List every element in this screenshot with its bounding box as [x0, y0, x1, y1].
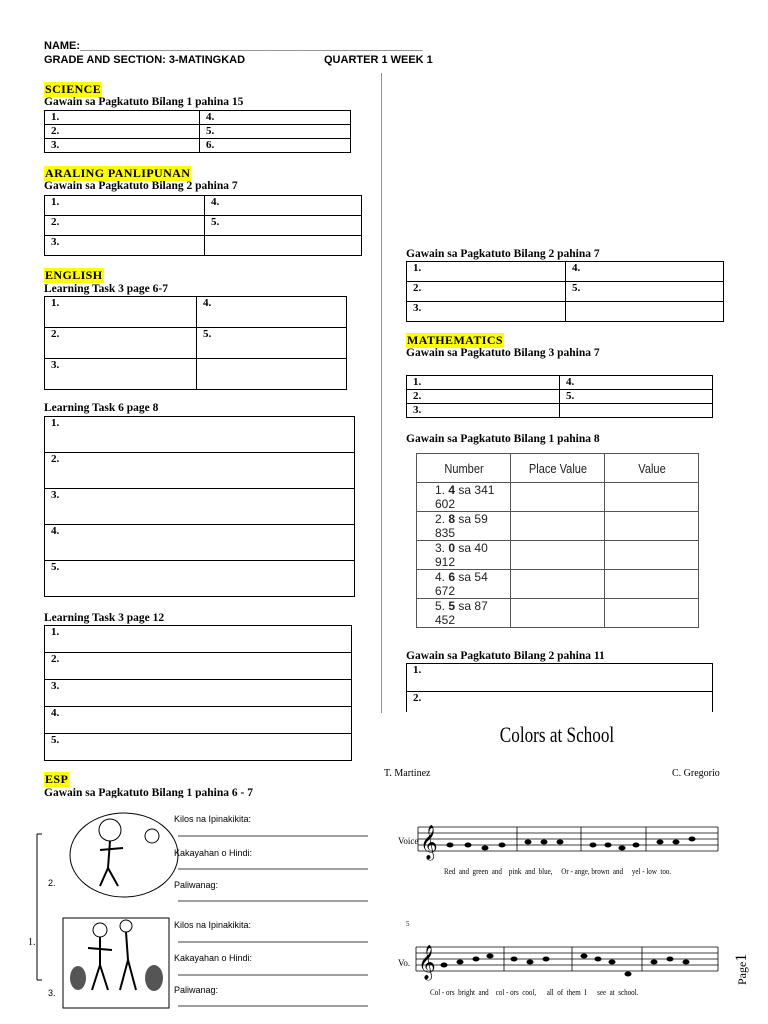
pv-number: 5. 5 sa 87 452	[417, 599, 511, 628]
english-task-1: Learning Task 3 page 6-7	[44, 283, 168, 295]
lyrics-line-1: Red and green and pink and blue, Or - ange, brown and yel - low too.	[444, 867, 672, 876]
quarter-week: QUARTER 1 WEEK 1	[324, 54, 433, 66]
english-row[interactable]: 5.	[45, 561, 355, 597]
esp-task: Gawain sa Pagkatuto Bilang 1 pahina 6 - 7	[44, 787, 253, 798]
ap-title: ARALING PANLIPUNAN	[45, 166, 191, 180]
math-cell[interactable]: 2.	[407, 390, 560, 404]
esp-number-1: 1.	[28, 937, 36, 948]
english-task-2: Learning Task 6 page 8	[44, 402, 159, 414]
esp-title: ESP	[45, 772, 69, 786]
english-row[interactable]: 2.	[45, 653, 352, 680]
science-cell[interactable]: 1.	[45, 111, 200, 125]
math-table-1	[406, 375, 713, 418]
pv-value-input[interactable]	[605, 541, 699, 570]
esp-paliwanag-2: Paliwanag:	[174, 985, 219, 995]
pv-place-value-input[interactable]	[511, 512, 605, 541]
page-number-value: 1	[733, 953, 750, 962]
science-cell[interactable]: 5.	[200, 125, 351, 139]
english-row[interactable]: 2.	[45, 453, 355, 489]
math-cell[interactable]: 5.	[560, 390, 713, 404]
composer-right: C. Gregorio	[672, 768, 720, 779]
esp-number-2: 2.	[48, 878, 56, 888]
right-ap-cell[interactable]: 1.	[407, 262, 566, 282]
grade-section: GRADE AND SECTION: 3-MATINGKAD	[44, 54, 246, 66]
column-divider	[381, 73, 382, 713]
english-cell[interactable]: 1.	[45, 297, 197, 328]
ap-task: Gawain sa Pagkatuto Bilang 2 pahina 7	[44, 180, 238, 192]
right-ap-cell[interactable]	[566, 302, 724, 322]
math-cell[interactable]: 1.	[407, 376, 560, 390]
english-row[interactable]: 3.	[45, 489, 355, 525]
math-row[interactable]: 2.	[407, 692, 713, 720]
right-ap-cell[interactable]: 2.	[407, 282, 566, 302]
math-task-1: Gawain sa Pagkatuto Bilang 3 pahina 7	[406, 347, 600, 359]
esp-activity-image	[28, 800, 378, 1024]
ap-cell[interactable]: 5.	[205, 216, 362, 236]
english-title: ENGLISH	[45, 268, 103, 282]
svg-text:𝄞: 𝄞	[420, 825, 438, 860]
math-cell[interactable]	[560, 404, 713, 418]
pv-value-input[interactable]	[605, 512, 699, 541]
math-title: MATHEMATICS	[407, 333, 503, 347]
ap-cell[interactable]	[205, 236, 362, 256]
esp-paliwanag-1: Paliwanag:	[174, 880, 219, 890]
esp-kakayahan-2: Kakayahan o Hindi:	[174, 953, 253, 963]
vo-label: Vo.	[398, 958, 411, 968]
esp-number-3: 3.	[48, 988, 56, 998]
ap-cell[interactable]: 4.	[205, 196, 362, 216]
place-value-table	[416, 453, 699, 628]
composer-left: T. Martinez	[384, 768, 431, 779]
math-cell[interactable]: 4.	[560, 376, 713, 390]
song-title: Colors at School	[499, 722, 615, 747]
voice-label: Voice	[398, 836, 419, 846]
english-row[interactable]: 1.	[45, 626, 352, 653]
measure-number: 5	[406, 920, 410, 928]
pv-number: 2. 8 sa 59 835	[417, 512, 511, 541]
english-row[interactable]: 3.	[45, 680, 352, 707]
pv-place-value-input[interactable]	[511, 570, 605, 599]
esp-kilos-2: Kilos na Ipinakikita:	[174, 920, 252, 930]
name-line: NAME:________________________________________________________	[44, 40, 423, 52]
english-task-3: Learning Task 3 page 12	[44, 612, 165, 624]
svg-text:𝄞: 𝄞	[418, 945, 436, 980]
lyrics-line-2: Col - ors bright and col - ors cool, all of them I see at school.	[430, 988, 639, 997]
math-task-3: Gawain sa Pagkatuto Bilang 2 pahina 11	[406, 650, 605, 662]
music-sheet	[384, 712, 730, 1024]
pv-number: 4. 6 sa 54 672	[417, 570, 511, 599]
english-cell[interactable]: 5.	[197, 328, 347, 359]
math-task-2: Gawain sa Pagkatuto Bilang 1 pahina 8	[406, 433, 600, 445]
english-table-1	[44, 296, 347, 390]
science-table	[44, 110, 351, 153]
right-ap-cell[interactable]: 4.	[566, 262, 724, 282]
ap-cell[interactable]: 3.	[45, 236, 205, 256]
esp-kilos-1: Kilos na Ipinakikita:	[174, 814, 252, 824]
science-cell[interactable]: 4.	[200, 111, 351, 125]
ap-cell[interactable]: 2.	[45, 216, 205, 236]
right-ap-cell[interactable]: 5.	[566, 282, 724, 302]
english-row[interactable]: 4.	[45, 525, 355, 561]
pv-place-value-input[interactable]	[511, 483, 605, 512]
english-row[interactable]: 5.	[45, 734, 352, 761]
science-cell[interactable]: 2.	[45, 125, 200, 139]
ap-table	[44, 195, 362, 256]
pv-number: 3. 0 sa 40 912	[417, 541, 511, 570]
ap-cell[interactable]: 1.	[45, 196, 205, 216]
pv-header: Number	[424, 454, 504, 483]
pv-value-input[interactable]	[605, 599, 699, 628]
english-cell[interactable]	[197, 359, 347, 390]
right-ap-cell[interactable]: 3.	[407, 302, 566, 322]
english-cell[interactable]: 3.	[45, 359, 197, 390]
pv-header: Value	[612, 454, 692, 483]
english-cell[interactable]: 4.	[197, 297, 347, 328]
english-table-2	[44, 416, 355, 597]
pv-number: 1. 4 sa 341 602	[417, 483, 511, 512]
math-cell[interactable]: 3.	[407, 404, 560, 418]
science-cell[interactable]: 6.	[200, 139, 351, 153]
english-table-3	[44, 625, 352, 761]
pv-value-input[interactable]	[605, 483, 699, 512]
english-row[interactable]: 4.	[45, 707, 352, 734]
science-task: Gawain sa Pagkatuto Bilang 1 pahina 15	[44, 96, 244, 108]
science-cell[interactable]: 3.	[45, 139, 200, 153]
science-title: SCIENCE	[45, 82, 102, 96]
right-ap-task: Gawain sa Pagkatuto Bilang 2 pahina 7	[406, 248, 600, 260]
pv-value-input[interactable]	[605, 570, 699, 599]
math-row[interactable]: 1.	[407, 664, 713, 692]
esp-kakayahan-1: Kakayahan o Hindi:	[174, 848, 253, 858]
pv-place-value-input[interactable]	[511, 541, 605, 570]
english-row[interactable]: 1.	[45, 417, 355, 453]
page-label: Page	[735, 961, 749, 985]
page-number	[733, 945, 763, 985]
pv-place-value-input[interactable]	[511, 599, 605, 628]
english-cell[interactable]: 2.	[45, 328, 197, 359]
right-ap-table	[406, 261, 724, 322]
pv-header: Place Value	[518, 454, 598, 483]
